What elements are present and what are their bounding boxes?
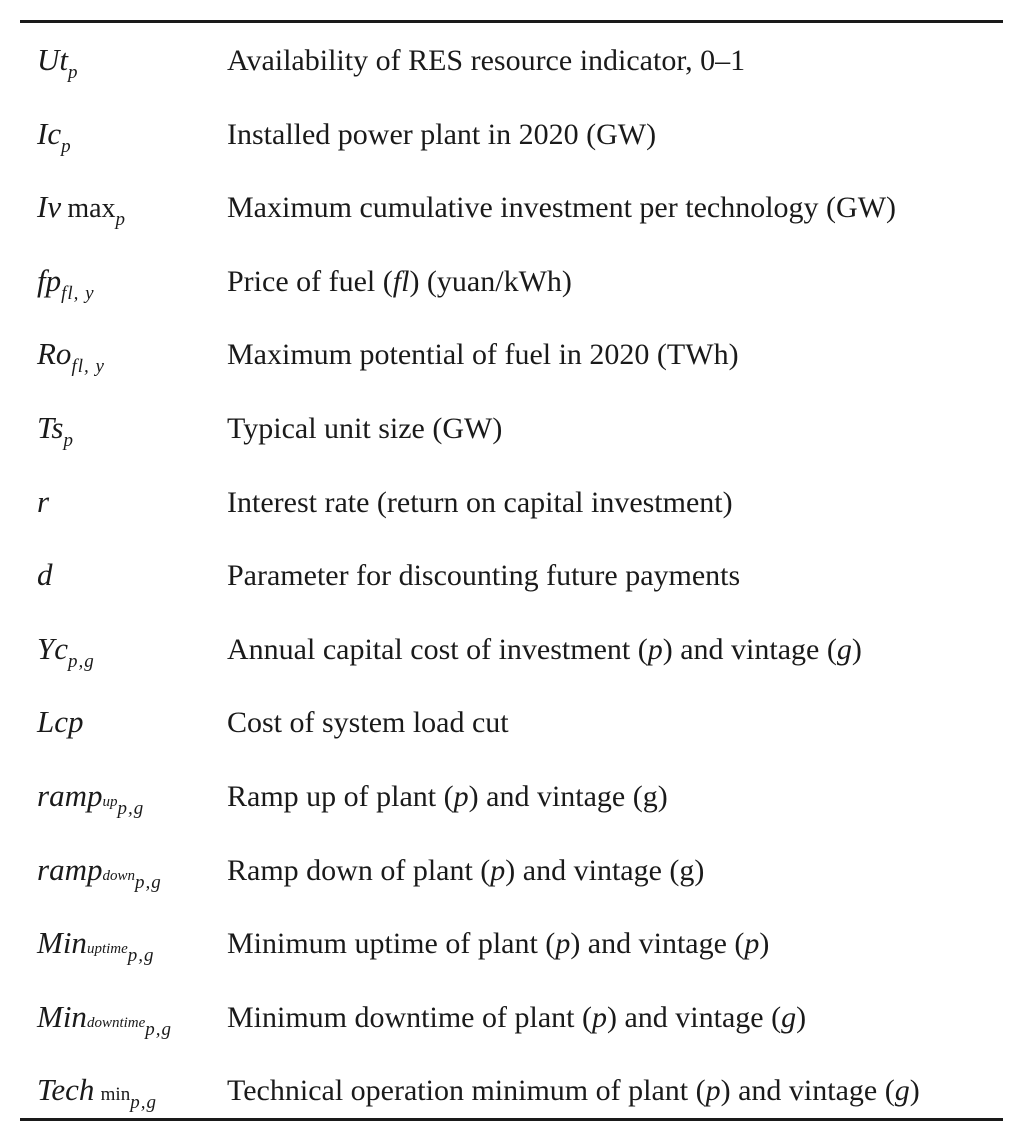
parameter-description xyxy=(227,630,862,670)
description-text: Cost of system load cut xyxy=(227,706,509,740)
symbol-base: Ic xyxy=(37,115,62,151)
description-italic-text: p xyxy=(744,927,760,961)
symbol-subscript: p xyxy=(61,135,72,157)
parameter-symbol xyxy=(37,629,95,674)
parameter-description xyxy=(227,556,740,596)
parameter-symbol xyxy=(37,776,144,822)
symbol-base: ramp xyxy=(37,778,103,813)
symbol-qualifier: downtime xyxy=(86,1014,146,1031)
description-text: Annual capital cost of investment ( xyxy=(227,632,648,666)
description-italic-text: fl xyxy=(392,264,410,298)
symbol-subscript: fl, y xyxy=(61,282,95,304)
symbol-base: Min xyxy=(37,998,87,1034)
description-italic-text: g xyxy=(894,1074,910,1108)
parameter-symbol xyxy=(37,1070,157,1115)
symbol-base: Tech xyxy=(37,1072,95,1108)
parameter-symbol xyxy=(37,482,49,522)
description-text: Technical operation minimum of plant ( xyxy=(227,1074,706,1108)
parameter-description xyxy=(227,1071,920,1111)
symbol-base: d xyxy=(37,557,53,593)
parameter-description xyxy=(227,703,509,743)
top-rule xyxy=(20,20,1003,23)
description-italic-text: p xyxy=(591,1000,607,1034)
description-text: ) and vintage ( xyxy=(720,1074,895,1108)
bottom-rule xyxy=(20,1118,1003,1121)
description-text: Typical unit size (GW) xyxy=(227,412,503,445)
symbol-subscript: p,g xyxy=(117,798,145,819)
description-text: Maximum cumulative investment per technology (GW) xyxy=(227,191,896,225)
description-italic-text: p xyxy=(647,632,663,666)
parameter-symbol xyxy=(37,334,105,379)
table-row xyxy=(20,98,1003,170)
table-row xyxy=(20,613,1003,685)
parameter-description xyxy=(227,335,739,375)
symbol-base: Ut xyxy=(37,42,68,77)
table-row xyxy=(20,686,1003,758)
parameter-symbol xyxy=(37,261,95,306)
table-row xyxy=(20,834,1003,906)
description-text: ) xyxy=(851,632,862,666)
parameter-description xyxy=(227,115,656,155)
symbol-qualifier: uptime xyxy=(86,941,128,958)
parameter-description xyxy=(227,41,745,81)
parameter-symbol xyxy=(37,997,172,1043)
symbol-qualifier: up xyxy=(102,794,118,810)
table-row xyxy=(20,466,1003,538)
description-text: ) xyxy=(796,1000,807,1034)
symbol-base: Ts xyxy=(37,410,64,445)
description-italic-text: p xyxy=(555,927,571,961)
parameter-description xyxy=(227,998,806,1038)
parameter-description xyxy=(227,851,704,891)
symbol-subscript: p,g xyxy=(145,1018,173,1040)
symbol-subscript: p xyxy=(68,62,79,83)
symbol-base: ramp xyxy=(37,851,103,887)
table-row xyxy=(20,171,1003,243)
parameter-description xyxy=(227,777,668,817)
table-row xyxy=(20,907,1003,979)
symbol-base: fp xyxy=(37,262,62,298)
description-text: Minimum uptime of plant ( xyxy=(227,927,556,961)
symbol-base: Min xyxy=(37,925,87,961)
parameter-symbol xyxy=(37,40,79,85)
table-row xyxy=(20,1054,1003,1126)
table-row xyxy=(20,24,1003,96)
table-row xyxy=(20,245,1003,317)
symbol-subscript: p xyxy=(63,430,74,451)
nomenclature-table xyxy=(20,24,1003,1118)
parameter-description xyxy=(227,409,502,449)
parameter-symbol xyxy=(37,850,162,896)
parameter-description xyxy=(227,924,769,964)
parameter-symbol xyxy=(37,114,72,159)
description-text: ) (yuan/kWh) xyxy=(409,264,572,298)
symbol-subscript: p,g xyxy=(134,871,162,893)
symbol-base: Iv xyxy=(37,189,62,225)
description-text: ) and vintage ( xyxy=(570,927,745,961)
parameter-symbol xyxy=(37,187,126,232)
description-text: Minimum downtime of plant ( xyxy=(227,1000,592,1034)
table-row xyxy=(20,392,1003,464)
description-text: Parameter for discounting future payments xyxy=(227,559,741,593)
parameter-symbol xyxy=(37,408,74,453)
symbol-base: Lcp xyxy=(37,704,84,740)
parameter-symbol xyxy=(37,555,53,595)
description-italic-text: p xyxy=(705,1074,721,1108)
description-italic-text: g xyxy=(836,632,852,666)
symbol-subscript: p,g xyxy=(127,945,155,967)
parameter-description xyxy=(227,188,896,228)
description-text: Interest rate (return on capital investment) xyxy=(227,485,733,519)
symbol-subscript: p,g xyxy=(130,1092,157,1114)
description-text: Price of fuel ( xyxy=(227,264,393,298)
parameter-symbol xyxy=(37,923,155,969)
description-text: ) xyxy=(759,927,770,961)
description-text: ) and vintage (g) xyxy=(505,853,705,887)
symbol-base: r xyxy=(37,483,50,519)
table-row xyxy=(20,981,1003,1053)
symbol-qualifier: down xyxy=(102,867,135,884)
symbol-subscript: fl, y xyxy=(71,356,105,378)
description-text: Availability of RES resource indicator, 0–1 xyxy=(227,44,746,77)
description-text: Installed power plant in 2020 (GW) xyxy=(227,117,657,151)
symbol-base: Ro xyxy=(37,336,72,372)
table-row xyxy=(20,539,1003,611)
description-text: Ramp down of plant ( xyxy=(227,853,491,887)
description-italic-text: p xyxy=(490,853,506,887)
parameter-description xyxy=(227,262,572,302)
table-row xyxy=(20,760,1003,832)
description-text: Maximum potential of fuel in 2020 (TWh) xyxy=(227,338,739,372)
symbol-subscript: p,g xyxy=(68,650,95,672)
symbol-operator: max xyxy=(67,193,116,225)
parameter-symbol xyxy=(37,702,84,742)
symbol-operator: min xyxy=(100,1084,131,1106)
table-row xyxy=(20,318,1003,390)
description-italic-text: g xyxy=(781,1000,797,1034)
description-text: ) xyxy=(909,1074,920,1108)
description-italic-text: p xyxy=(453,780,469,813)
symbol-base: Yc xyxy=(37,630,68,666)
description-text: Ramp up of plant ( xyxy=(227,780,454,813)
symbol-subscript: p xyxy=(115,209,127,231)
description-text: ) and vintage (g) xyxy=(468,780,668,813)
description-text: ) and vintage ( xyxy=(662,632,837,666)
description-text: ) and vintage ( xyxy=(606,1000,782,1034)
parameter-description xyxy=(227,483,733,523)
